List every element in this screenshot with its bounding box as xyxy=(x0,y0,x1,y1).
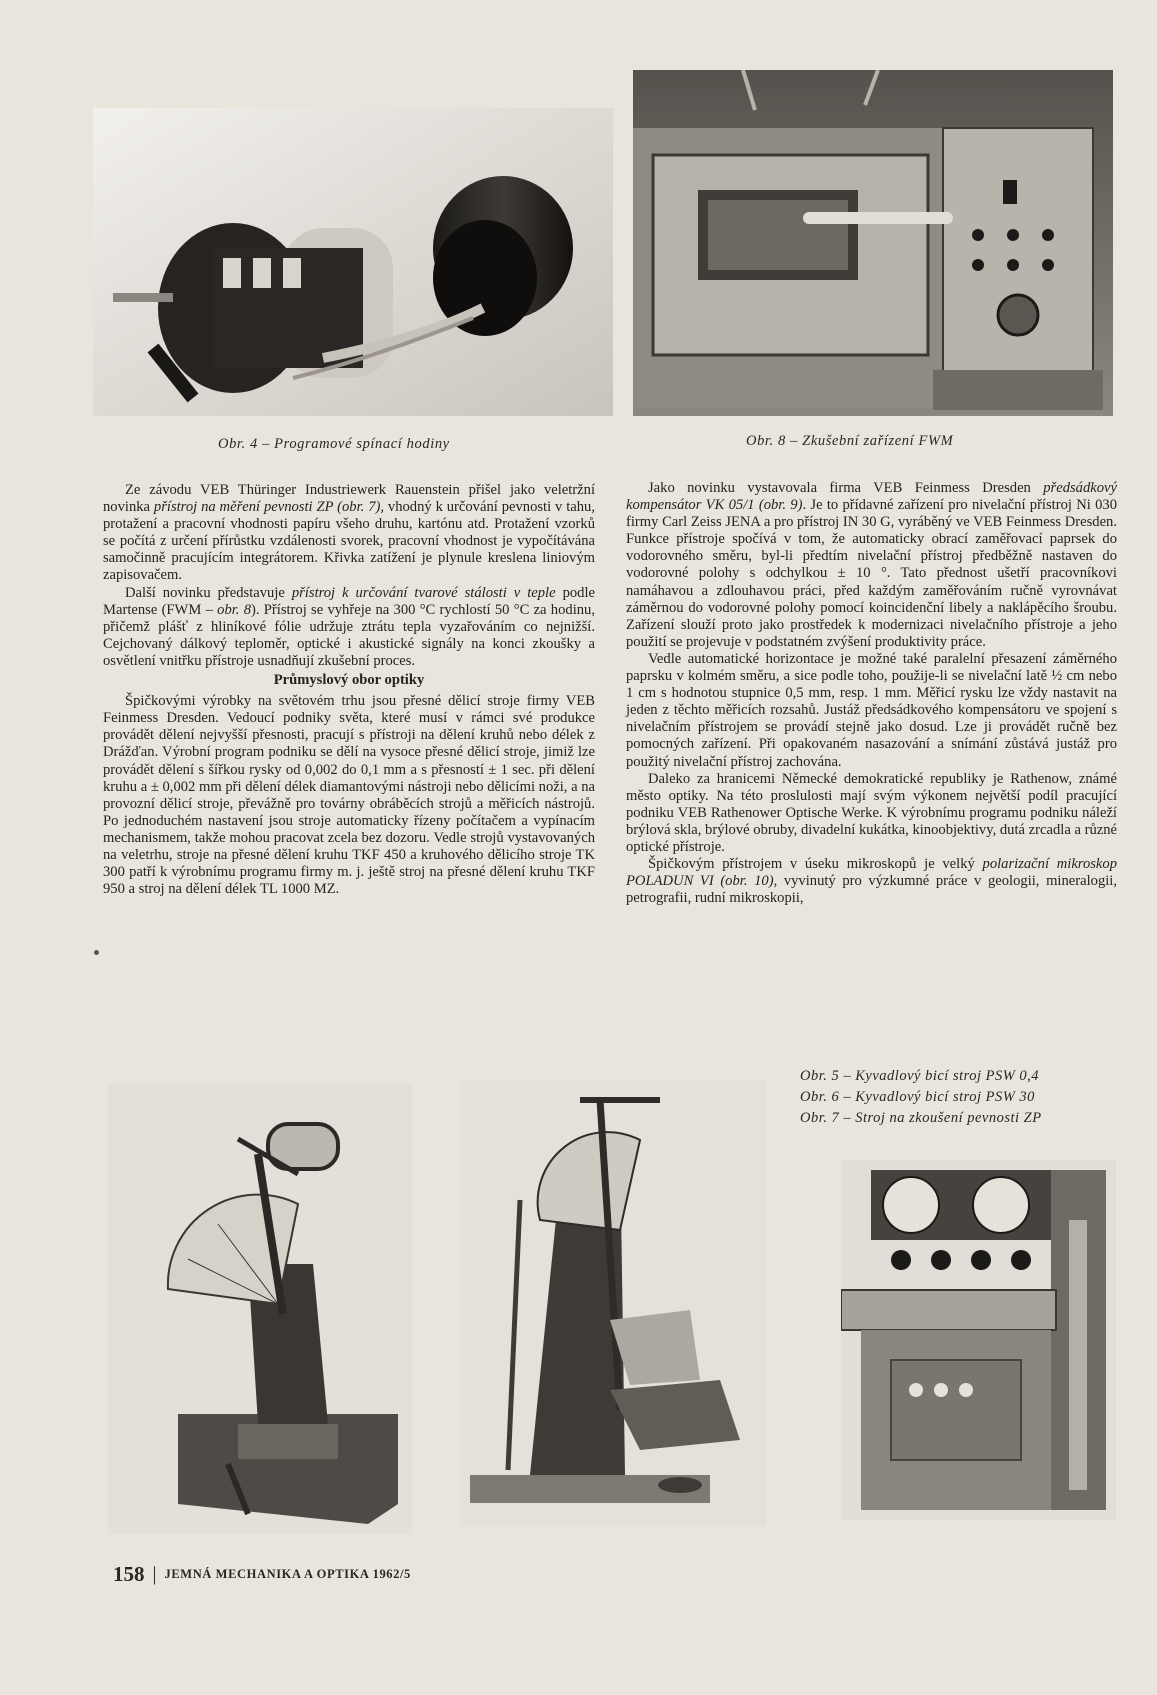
text-run: Špičkovým přístrojem v úseku mikroskopů je velký xyxy=(648,856,983,873)
figure-7-caption: Obr. 7 – Stroj na zkoušení pevnosti ZP xyxy=(800,1110,1042,1126)
text-run: , vyvinutý pro výzkumné práce v geologii, mineralogii, petrografii, rudní mikroskopii, xyxy=(626,873,1117,907)
figure-8-image xyxy=(633,70,1113,416)
page-footer xyxy=(113,1562,411,1587)
section-heading: Průmyslový obor optiky xyxy=(273,672,425,689)
text-run: . Je to přídavné zařízení pro nivelační přístroj Ni 030 firmy Carl Zeiss JENA a pro přístroj IN 30 G, vyráběný ve VEB Feinmess Dresden. Funkce přístroje spočívá v tom, že automaticky obrací zaměřovací paprsek do vodorovného směru, byl-li předtím nivelační přístroj předběžně nastaven do vodorovné polohy s odchylkou ± 10 °. Tato přednost ušetří pracovníkovi namáhavou a zdlouhavou práci, před každým zaměřováním ručně vyrovnávat záměrnou do vodorovné polohy pomocí koincidenční libely a naklápěcího šroubu. Zařízení slouží proto jako prostředek k modernizaci nivelačního přístroje a jeho použití se projevuje v podstatném zvýšení produktivity práce. xyxy=(626,497,1117,650)
page-number: 158 xyxy=(113,1562,145,1586)
text-run: Jako novinku vystavovala firma VEB Feinmess Dresden xyxy=(648,480,1044,496)
figure-4-caption: Obr. 4 – Programové spínací hodiny xyxy=(218,436,450,452)
left-text-column xyxy=(103,482,595,898)
figure-8-photo xyxy=(633,70,1113,416)
figure-7-photo xyxy=(841,1160,1116,1520)
right-paragraph-1 xyxy=(626,480,1117,651)
right-text-column xyxy=(626,480,1117,907)
figure-4-image xyxy=(93,108,613,416)
right-paragraph-2: Vedle automatické horizontace je možné také paralelní přesazení záměrného paprsku v kolmém směru, a sice podle toho, použije-li se nivelační latě ½ cm nebo 1 cm s hodnotou stupnice 0,5 mm, resp. 1 mm. Měřicí rysku lze vždy nastavit na jeden z těchto měřicích rozsahů. Justáž předsádkového kompensátoru ve spojení s nivelačním přístrojem se provádí stejně jako dosud. Lze ji provádět ručně bez pomocných zařízení. Při opakovaném nasazování a snímání zůstává justáž pro použitý nivelační přístroj zachována. xyxy=(626,650,1117,770)
footer-separator: | xyxy=(152,1563,157,1585)
figure-captions-list xyxy=(800,1066,1042,1129)
right-paragraph-4 xyxy=(626,856,1117,907)
left-paragraph-2 xyxy=(103,585,595,670)
text-run: Ze závodu VEB Thüringer Industriewerk Rauenstein přišel jako veletržní novinka xyxy=(103,482,595,516)
text-run-italic: přístroj na měření pevnosti ZP (obr. 7) xyxy=(153,499,381,516)
figure-8-caption: Obr. 8 – Zkušební zařízení FWM xyxy=(746,433,954,449)
figure-5-caption: Obr. 5 – Kyvadlový bicí stroj PSW 0,4 xyxy=(800,1068,1040,1084)
text-run-italic: přístroj k určování tvarové stálosti v teple xyxy=(291,584,556,601)
figure-6-photo xyxy=(460,1080,766,1526)
text-run: ). Přístroj se vyhřeje na 300 °C rychlostí 50 °C za hodinu, přičemž plášť z hliníkové fólie udržuje ztrátu tepla vyzařováním co nejnižší. Cejchovaný dálkový teploměr, optické i akustické signály na konci zkoušky a osvětlení vnitřku přístroje usnadňují zkušební proces. xyxy=(103,601,595,669)
text-run: Další novinku představuje xyxy=(125,584,292,601)
text-run-italic: obr. 8 xyxy=(217,601,252,618)
left-paragraph-3: Špičkovými výrobky na světovém trhu jsou přesné dělicí stroje firmy VEB Feinmess Dresden. Vedoucí podniky světa, které musí v rámci své produkce provádět dělení nejvyšší přesnosti, pracují s přístroji na dělení kruhů nebo délek z Drážďan. Výrobní program podniku se dělí na vysoce přesné dělicí stroje, jimiž lze provádět dělení s šířkou rysky od 0,002 do 0,1 mm a s přesností ± 1 sec. při dělení kruhu a ± 0,002 mm při dělení délek diamantovými nástroji nebo dělicími noži, a na provozní dělicí stroje, převážně pro továrny obráběcích strojů a měřicích nástrojů. Po jednoduchém nastavení jsou stroje automaticky řízeny počítačem a vypínacím mechanismem, takže mohou pracovat zcela bez dozoru. Vedle strojů vystavovaných na veletrhu, stroje na přesné dělení kruhu TKF 450 a kruhového dělicího stroje TK 300 patří k výrobnímu programu firmy m. j. ještě stroj na přesné dělení kruhu TKF 950 a stroj na dělení délek TL 1000 MZ. xyxy=(103,693,595,898)
figure-5-image xyxy=(108,1084,412,1534)
right-paragraph-3: Dalekо za hranicemi Německé demokratické republiky je Rathenow, známé město optiky. Na této proslulosti mají svým výkonem největší podíl pracující podniku VEB Rathenower Optische Werke. K výrobnímu programu podniku náleží brýlová skla, brýlové obruby, divadelní kukátka, kinoobjektivy, dutá zrcadla a různé optické přístroje. xyxy=(626,770,1117,855)
journal-title: JEMNÁ MECHANIKA A OPTIKA 1962/5 xyxy=(164,1567,411,1581)
text-run: , vhodný k určování pevnosti v tahu, protažení a pracovní vhodnosti papíru všeho druhu, kartónu atd. Protažení vzorků se počítá z určení přírůstku vzdálenosti svorek, pracovní vhodnost je vypočítávána samočinně pracujícím integrátorem. Křivka zatížení je plynule kreslena liniovým zapisovačem. xyxy=(103,499,596,584)
text-run-italic: polarizační mikroskop POLADUN VI (obr. 10) xyxy=(626,856,1117,890)
figure-6-caption: Obr. 6 – Kyvadlový bicí stroj PSW 30 xyxy=(800,1089,1035,1105)
figure-6-image xyxy=(460,1080,766,1526)
left-paragraph-1 xyxy=(103,482,595,585)
text-run-italic: předsádkový kompensátor VK 05/1 (obr. 9) xyxy=(626,480,1117,514)
figure-5-photo xyxy=(108,1084,412,1534)
margin-mark xyxy=(94,950,99,955)
figure-4-photo xyxy=(93,108,613,416)
text-run: podle Martense (FWM – xyxy=(103,584,595,618)
figure-7-image xyxy=(841,1160,1116,1520)
